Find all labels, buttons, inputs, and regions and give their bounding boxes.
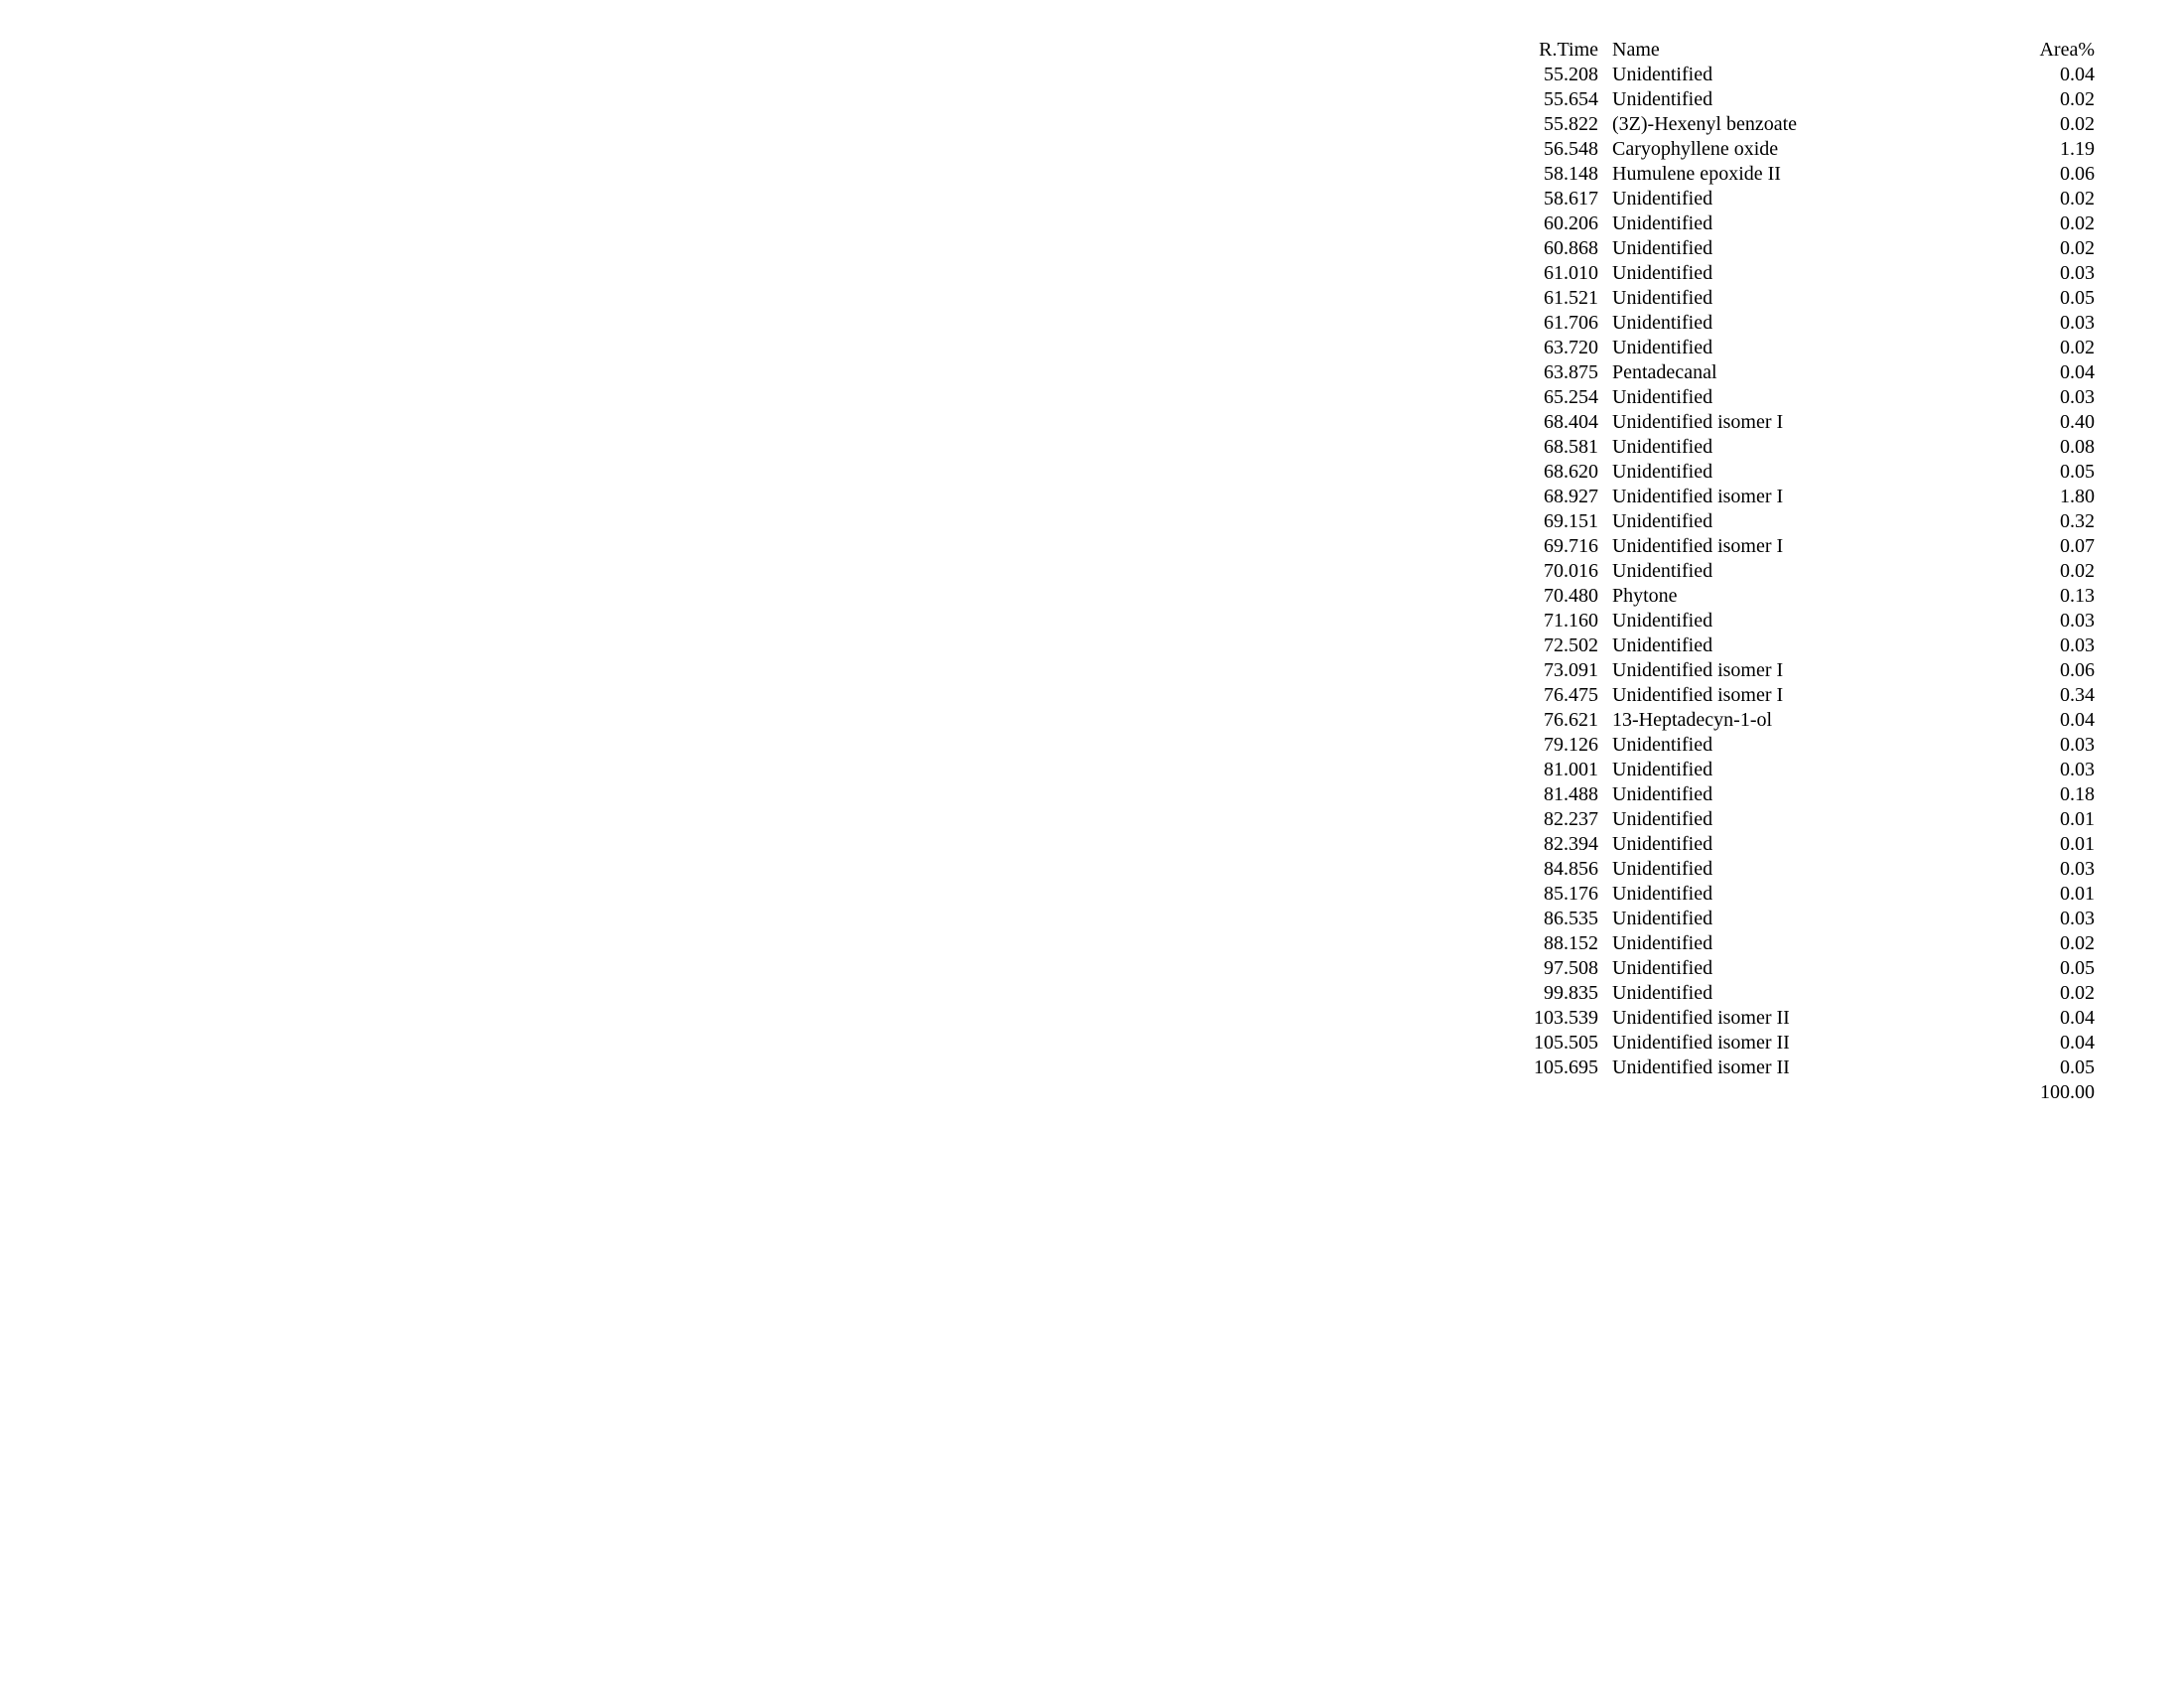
name-cell: Unidentified isomer II <box>1612 1007 1790 1029</box>
table-row <box>1523 87 2095 112</box>
name-cell: Unidentified <box>1612 908 1713 929</box>
rtime-cell: 69.151 <box>1544 510 1598 532</box>
rtime-cell: 68.620 <box>1544 461 1598 483</box>
table-row <box>1523 609 2095 633</box>
total-row-spacer-name <box>1598 1080 2003 1105</box>
area-cell: 0.03 <box>2060 908 2095 929</box>
name-cell: Unidentified isomer I <box>1612 486 1784 507</box>
area-cell: 0.04 <box>2060 361 2095 383</box>
rtime-cell: 70.016 <box>1544 560 1598 582</box>
table-row <box>1523 658 2095 683</box>
name-cell: Unidentified isomer II <box>1612 1032 1790 1054</box>
name-cell: Unidentified <box>1612 759 1713 780</box>
table-row <box>1523 981 2095 1006</box>
area-cell: 0.02 <box>2060 932 2095 954</box>
rtime-cell: 68.581 <box>1544 436 1598 458</box>
name-cell: Unidentified <box>1612 188 1713 210</box>
name-cell: 13-Heptadecyn-1-ol <box>1612 709 1773 731</box>
table-row <box>1523 857 2095 882</box>
name-cell: Unidentified isomer I <box>1612 684 1784 706</box>
table-row <box>1523 162 2095 187</box>
area-cell: 0.01 <box>2060 833 2095 855</box>
rtime-cell: 61.521 <box>1544 287 1598 309</box>
table-row <box>1523 261 2095 286</box>
peak-table-body <box>1523 63 2095 1080</box>
area-cell: 0.40 <box>2060 411 2095 433</box>
table-row <box>1523 733 2095 758</box>
rtime-cell: 105.505 <box>1534 1032 1598 1054</box>
name-cell: Unidentified <box>1612 808 1713 830</box>
area-cell: 0.13 <box>2060 585 2095 607</box>
rtime-cell: 73.091 <box>1544 659 1598 681</box>
area-cell: 0.32 <box>2060 510 2095 532</box>
table-row <box>1523 708 2095 733</box>
area-cell: 0.03 <box>2060 386 2095 408</box>
name-cell: Unidentified <box>1612 212 1713 234</box>
table-row <box>1523 782 2095 807</box>
table-row <box>1523 1031 2095 1055</box>
rtime-cell: 55.208 <box>1544 64 1598 85</box>
name-cell: Unidentified <box>1612 610 1713 632</box>
name-cell: Unidentified isomer I <box>1612 659 1784 681</box>
name-cell: Caryophyllene oxide <box>1612 138 1779 160</box>
name-cell: Pentadecanal <box>1612 361 1717 383</box>
rtime-cell: 105.695 <box>1534 1056 1598 1078</box>
name-cell: Unidentified <box>1612 858 1713 880</box>
table-row <box>1523 286 2095 311</box>
area-cell: 0.04 <box>2060 709 2095 731</box>
rtime-cell: 82.237 <box>1544 808 1598 830</box>
name-cell: Unidentified <box>1612 64 1713 85</box>
rtime-cell: 58.617 <box>1544 188 1598 210</box>
rtime-cell: 68.927 <box>1544 486 1598 507</box>
rtime-cell: 61.706 <box>1544 312 1598 334</box>
area-cell: 0.02 <box>2060 212 2095 234</box>
table-row <box>1523 907 2095 931</box>
peak-table <box>1523 38 2095 1105</box>
peak-table-total-row <box>1523 1080 2095 1105</box>
rtime-cell: 58.148 <box>1544 163 1598 185</box>
table-row <box>1523 236 2095 261</box>
area-cell: 0.02 <box>2060 237 2095 259</box>
area-cell: 0.07 <box>2060 535 2095 557</box>
area-cell: 0.03 <box>2060 634 2095 656</box>
name-cell: Unidentified <box>1612 436 1713 458</box>
table-row <box>1523 137 2095 162</box>
area-cell: 1.19 <box>2060 138 2095 160</box>
table-row <box>1523 435 2095 460</box>
name-cell: Unidentified <box>1612 932 1713 954</box>
table-row <box>1523 211 2095 236</box>
table-row <box>1523 758 2095 782</box>
name-cell: Unidentified <box>1612 237 1713 259</box>
table-row <box>1523 385 2095 410</box>
table-row <box>1523 485 2095 509</box>
table-row <box>1523 112 2095 137</box>
total-row-spacer-rtime <box>1523 1080 1598 1105</box>
name-cell: Unidentified <box>1612 783 1713 805</box>
area-cell: 0.01 <box>2060 808 2095 830</box>
name-cell: Unidentified <box>1612 883 1713 905</box>
rtime-cell: 86.535 <box>1544 908 1598 929</box>
rtime-cell: 60.868 <box>1544 237 1598 259</box>
rtime-cell: 55.822 <box>1544 113 1598 135</box>
area-cell: 0.06 <box>2060 163 2095 185</box>
area-cell: 0.04 <box>2060 1007 2095 1029</box>
table-row <box>1523 931 2095 956</box>
area-cell: 0.34 <box>2060 684 2095 706</box>
rtime-cell: 81.488 <box>1544 783 1598 805</box>
area-cell: 0.03 <box>2060 610 2095 632</box>
column-header-rtime: R.Time <box>1539 39 1598 61</box>
rtime-cell: 55.654 <box>1544 88 1598 110</box>
table-row <box>1523 336 2095 360</box>
table-row <box>1523 559 2095 584</box>
table-row <box>1523 956 2095 981</box>
rtime-cell: 79.126 <box>1544 734 1598 756</box>
area-cell: 0.02 <box>2060 560 2095 582</box>
area-cell: 0.05 <box>2060 957 2095 979</box>
rtime-cell: 85.176 <box>1544 883 1598 905</box>
area-cell: 0.05 <box>2060 1056 2095 1078</box>
name-cell: Unidentified <box>1612 634 1713 656</box>
name-cell: Unidentified <box>1612 287 1713 309</box>
area-cell: 1.80 <box>2060 486 2095 507</box>
table-row <box>1523 1006 2095 1031</box>
area-cell: 0.03 <box>2060 759 2095 780</box>
rtime-cell: 103.539 <box>1534 1007 1598 1029</box>
rtime-cell: 72.502 <box>1544 634 1598 656</box>
total-area-value: 100.00 <box>2040 1081 2095 1103</box>
peak-table-header-row <box>1523 38 2095 63</box>
name-cell: Unidentified <box>1612 734 1713 756</box>
rtime-cell: 63.720 <box>1544 337 1598 358</box>
rtime-cell: 60.206 <box>1544 212 1598 234</box>
table-row <box>1523 63 2095 87</box>
table-row <box>1523 683 2095 708</box>
table-row <box>1523 1055 2095 1080</box>
table-row <box>1523 534 2095 559</box>
rtime-cell: 69.716 <box>1544 535 1598 557</box>
rtime-cell: 63.875 <box>1544 361 1598 383</box>
name-cell: Unidentified <box>1612 461 1713 483</box>
table-row <box>1523 633 2095 658</box>
name-cell: Humulene epoxide II <box>1612 163 1781 185</box>
rtime-cell: 84.856 <box>1544 858 1598 880</box>
name-cell: Unidentified isomer II <box>1612 1056 1790 1078</box>
area-cell: 0.05 <box>2060 461 2095 483</box>
rtime-cell: 81.001 <box>1544 759 1598 780</box>
area-cell: 0.03 <box>2060 312 2095 334</box>
rtime-cell: 76.621 <box>1544 709 1598 731</box>
area-cell: 0.03 <box>2060 734 2095 756</box>
rtime-cell: 76.475 <box>1544 684 1598 706</box>
area-cell: 0.04 <box>2060 64 2095 85</box>
name-cell: Unidentified <box>1612 312 1713 334</box>
table-row <box>1523 360 2095 385</box>
rtime-cell: 82.394 <box>1544 833 1598 855</box>
table-row <box>1523 509 2095 534</box>
name-cell: (3Z)-Hexenyl benzoate <box>1612 113 1798 135</box>
area-cell: 0.02 <box>2060 188 2095 210</box>
area-cell: 0.05 <box>2060 287 2095 309</box>
area-cell: 0.08 <box>2060 436 2095 458</box>
name-cell: Unidentified <box>1612 982 1713 1004</box>
rtime-cell: 88.152 <box>1544 932 1598 954</box>
column-header-name: Name <box>1612 39 1660 61</box>
table-row <box>1523 882 2095 907</box>
name-cell: Unidentified <box>1612 88 1713 110</box>
name-cell: Unidentified <box>1612 560 1713 582</box>
rtime-cell: 97.508 <box>1544 957 1598 979</box>
rtime-cell: 70.480 <box>1544 585 1598 607</box>
table-row <box>1523 410 2095 435</box>
area-cell: 0.02 <box>2060 88 2095 110</box>
table-row <box>1523 460 2095 485</box>
rtime-cell: 71.160 <box>1544 610 1598 632</box>
area-cell: 0.18 <box>2060 783 2095 805</box>
name-cell: Unidentified <box>1612 262 1713 284</box>
table-row <box>1523 584 2095 609</box>
table-row <box>1523 187 2095 211</box>
column-header-area: Area% <box>2039 39 2095 61</box>
name-cell: Unidentified <box>1612 957 1713 979</box>
name-cell: Unidentified <box>1612 833 1713 855</box>
table-row <box>1523 311 2095 336</box>
rtime-cell: 61.010 <box>1544 262 1598 284</box>
area-cell: 0.03 <box>2060 262 2095 284</box>
rtime-cell: 56.548 <box>1544 138 1598 160</box>
table-row <box>1523 807 2095 832</box>
name-cell: Unidentified isomer I <box>1612 411 1784 433</box>
name-cell: Unidentified <box>1612 510 1713 532</box>
area-cell: 0.02 <box>2060 337 2095 358</box>
rtime-cell: 65.254 <box>1544 386 1598 408</box>
area-cell: 0.02 <box>2060 982 2095 1004</box>
rtime-cell: 99.835 <box>1544 982 1598 1004</box>
area-cell: 0.01 <box>2060 883 2095 905</box>
rtime-cell: 68.404 <box>1544 411 1598 433</box>
name-cell: Phytone <box>1612 585 1678 607</box>
name-cell: Unidentified <box>1612 337 1713 358</box>
area-cell: 0.04 <box>2060 1032 2095 1054</box>
name-cell: Unidentified isomer I <box>1612 535 1784 557</box>
area-cell: 0.03 <box>2060 858 2095 880</box>
table-row <box>1523 832 2095 857</box>
area-cell: 0.02 <box>2060 113 2095 135</box>
name-cell: Unidentified <box>1612 386 1713 408</box>
area-cell: 0.06 <box>2060 659 2095 681</box>
